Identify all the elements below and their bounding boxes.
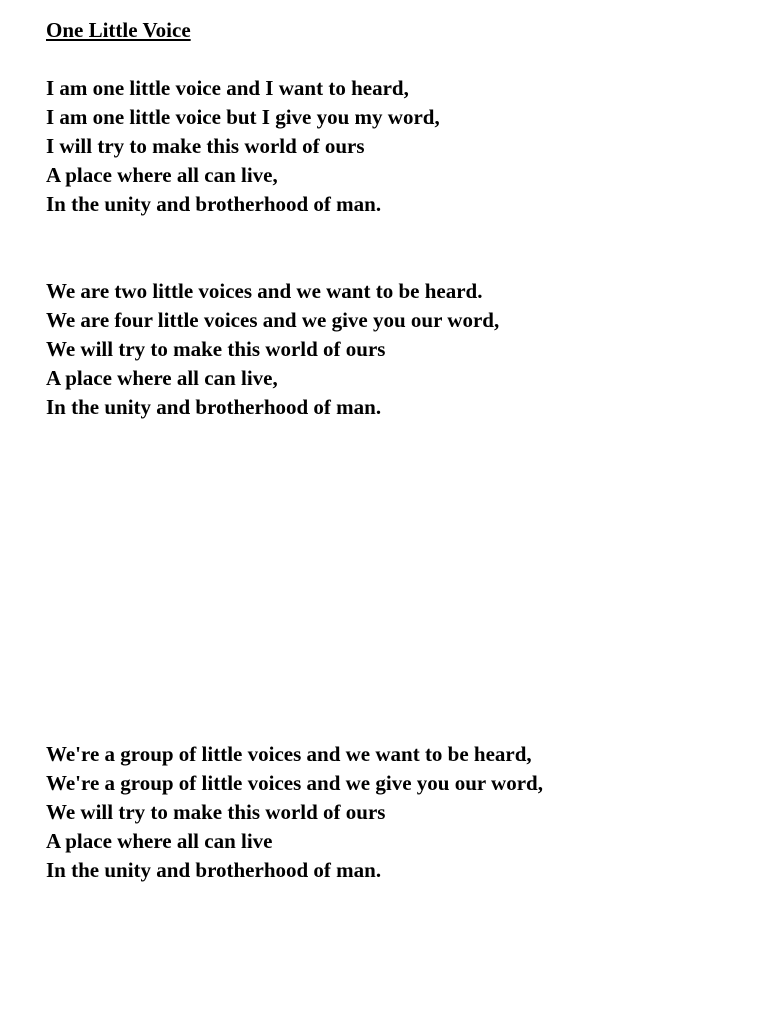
stanza-line: A place where all can live,: [46, 163, 278, 187]
stanza-line: I am one little voice but I give you my word,: [46, 105, 440, 129]
stanza-line: I am one little voice and I want to heard,: [46, 76, 409, 100]
stanza-line: We are four little voices and we give you our word,: [46, 308, 500, 332]
stanza-line: We're a group of little voices and we want to be heard,: [46, 742, 532, 766]
stanza-line: We will try to make this world of ours: [46, 800, 386, 824]
stanza-line: We are two little voices and we want to be heard.: [46, 279, 483, 303]
stanza-line: We're a group of little voices and we give you our word,: [46, 771, 543, 795]
stanza-1: [46, 74, 440, 219]
stanza-2: [46, 277, 499, 422]
stanza-line: A place where all can live,: [46, 366, 278, 390]
stanza-line: In the unity and brotherhood of man.: [46, 858, 382, 882]
stanza-line: I will try to make this world of ours: [46, 134, 365, 158]
stanza-line: In the unity and brotherhood of man.: [46, 395, 382, 419]
stanza-line: We will try to make this world of ours: [46, 337, 386, 361]
stanza-line: A place where all can live: [46, 829, 273, 853]
stanza-3: [46, 740, 543, 885]
stanza-line: In the unity and brotherhood of man.: [46, 192, 382, 216]
document-title: One Little Voice: [46, 18, 191, 42]
